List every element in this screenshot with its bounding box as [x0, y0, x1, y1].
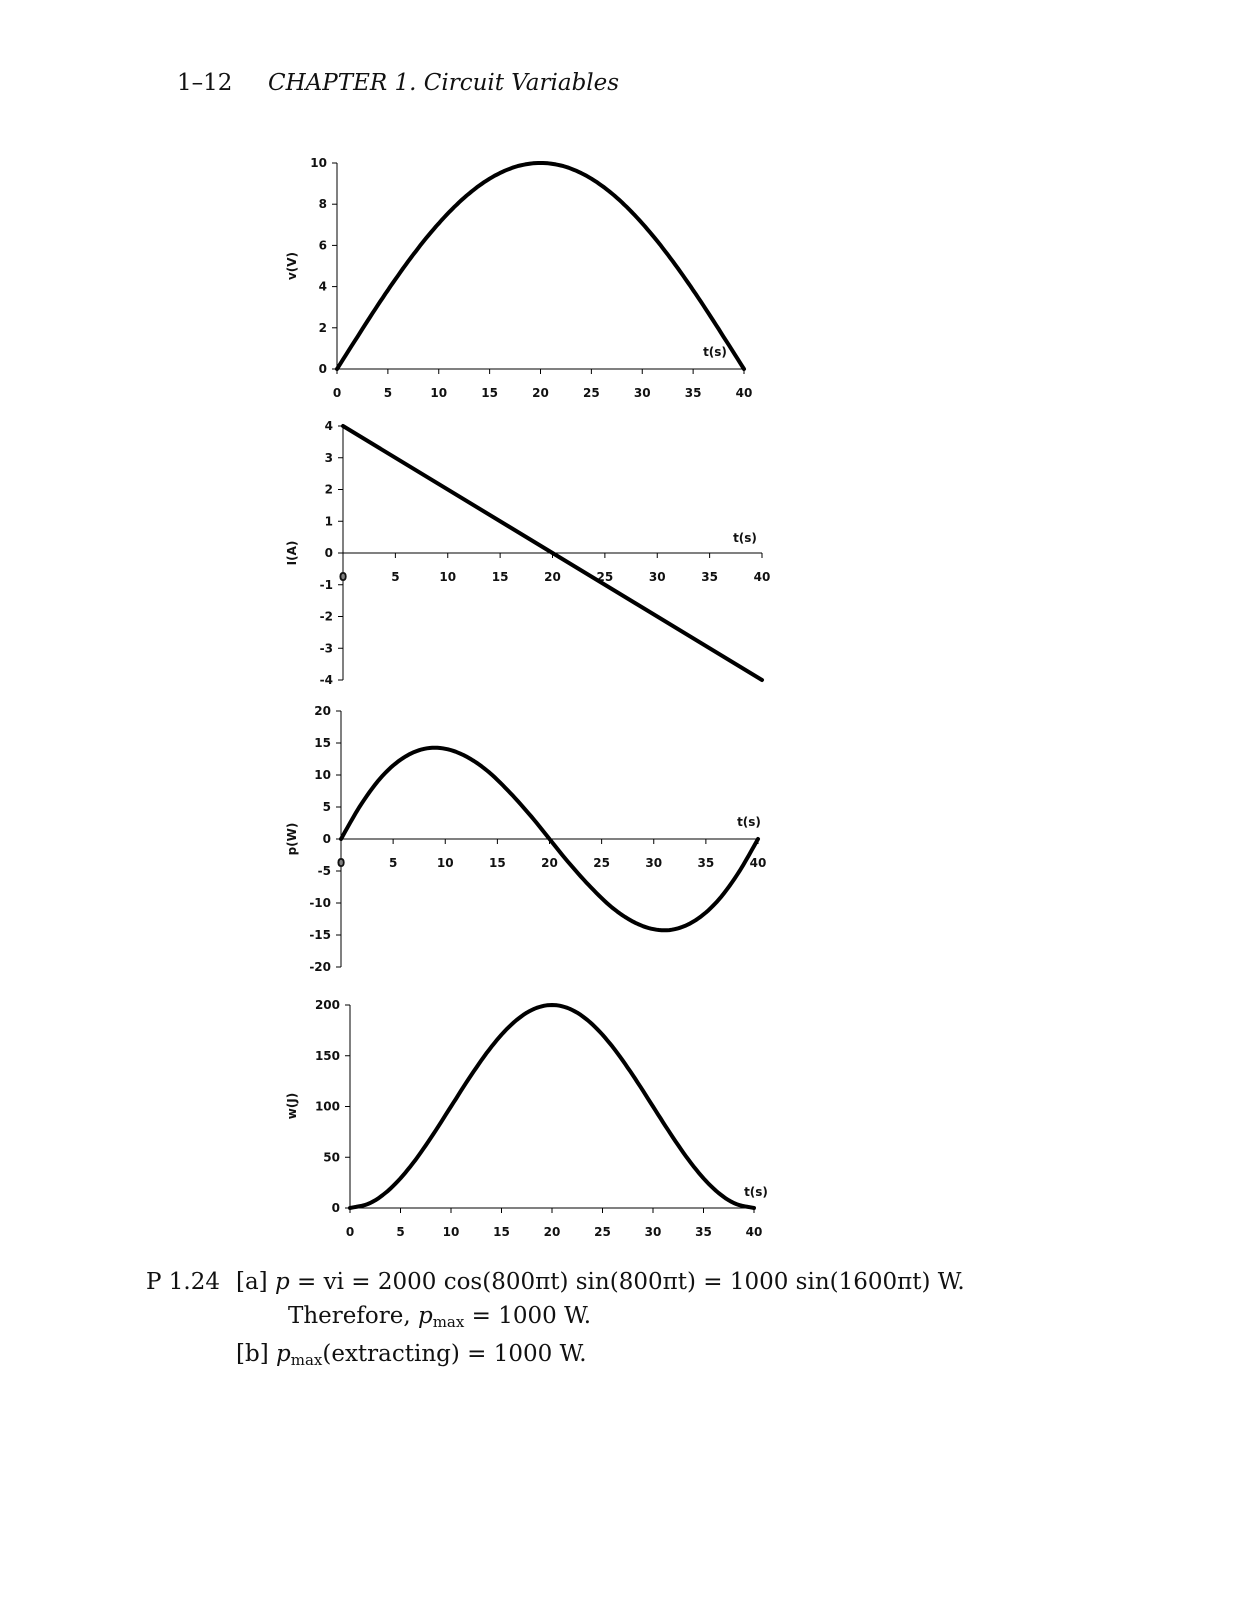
x-tick-label: 25: [583, 386, 600, 400]
x-tick-label: 10: [436, 856, 454, 870]
part-a-equation: = vi = 2000 cos(800πt) sin(800πt) = 1000 sin(1600πt) W.: [289, 1269, 965, 1295]
part-b-text: (extracting) = 1000 W.: [322, 1341, 587, 1367]
y-tick-label: 2: [324, 482, 333, 497]
part-b-line: [236, 1340, 587, 1374]
y-tick-label: -4: [319, 673, 333, 687]
x-tick-label: 20: [532, 386, 549, 400]
y-tick-label: 3: [324, 450, 333, 465]
x-tick-label: 35: [695, 1225, 712, 1239]
x-tick-label: 5: [391, 570, 400, 584]
y-tick-label: -15: [309, 928, 331, 942]
part-b-symbol: p: [275, 1341, 291, 1367]
x-tick-label: 40: [753, 570, 771, 584]
x-tick-label: 5: [383, 386, 393, 400]
y-tick-label: 6: [318, 238, 327, 253]
y-tick-label: 200: [314, 998, 340, 1012]
y-tick-label: 0: [331, 1201, 340, 1215]
part-a-eq-var: p: [274, 1269, 290, 1295]
y-axis-label: p(W): [285, 822, 299, 856]
x-axis-label: t(s): [703, 345, 727, 359]
y-tick-label: 50: [323, 1150, 340, 1165]
x-tick-label: 15: [491, 570, 509, 584]
x-tick-label: 5: [396, 1225, 405, 1239]
x-axis-label: t(s): [744, 1185, 768, 1199]
part-b-tag: [b]: [236, 1341, 269, 1367]
y-tick-label: 20: [314, 704, 331, 718]
y-tick-label: -2: [319, 609, 333, 624]
part-a-pmax-sub: max: [432, 1313, 465, 1331]
x-tick-label: 10: [439, 570, 457, 584]
y-tick-label: -1: [319, 577, 333, 592]
x-tick-label: 25: [593, 856, 610, 870]
y-tick-label: 10: [314, 768, 331, 782]
y-tick-label: 5: [322, 800, 331, 814]
y-tick-label: -20: [309, 960, 331, 974]
y-tick-label: -3: [319, 641, 333, 656]
part-a-pmax-value: = 1000 W.: [464, 1303, 592, 1329]
x-tick-label: 25: [596, 570, 614, 584]
x-tick-label: 0: [338, 570, 348, 584]
x-tick-label: 35: [701, 570, 718, 584]
x-tick-label: 30: [645, 856, 663, 870]
series-line: [350, 1005, 754, 1208]
y-axis-label: v(V): [285, 251, 299, 281]
part-a-pmax-symbol: p: [417, 1303, 433, 1329]
x-tick-label: 0: [332, 386, 342, 400]
x-tick-label: 15: [493, 1225, 510, 1239]
y-tick-label: 8: [318, 197, 327, 212]
x-tick-label: 20: [544, 570, 561, 584]
y-axis-label: w(J): [285, 1092, 299, 1120]
x-tick-label: 35: [684, 386, 702, 400]
x-axis-label: t(s): [733, 531, 757, 545]
part-a-line2: [288, 1302, 591, 1336]
part-a-therefore: Therefore,: [288, 1303, 418, 1329]
x-tick-label: 20: [541, 856, 558, 870]
x-tick-label: 15: [481, 386, 498, 400]
x-axis-label: t(s): [737, 815, 761, 829]
y-tick-label: 4: [318, 279, 327, 294]
part-b-sub: max: [290, 1351, 323, 1369]
y-tick-label: 2: [318, 320, 327, 335]
x-tick-label: 40: [745, 1225, 763, 1239]
part-a-line1: [236, 1268, 965, 1296]
x-tick-label: 15: [489, 856, 506, 870]
y-axis-label: I(A): [285, 540, 299, 566]
chapter-title: CHAPTER 1. Circuit Variables: [268, 70, 620, 96]
y-tick-label: 10: [310, 156, 327, 170]
x-tick-label: 10: [442, 1225, 460, 1239]
x-tick-label: 25: [594, 1225, 611, 1239]
y-tick-label: 100: [314, 1099, 340, 1114]
x-tick-label: 40: [735, 386, 753, 400]
page-number: 1–12: [177, 70, 233, 96]
y-tick-label: 4: [324, 419, 333, 433]
y-tick-label: 1: [324, 514, 333, 529]
x-tick-label: 30: [644, 1225, 662, 1239]
y-tick-label: -10: [309, 896, 331, 910]
x-tick-label: 40: [749, 856, 767, 870]
x-tick-label: 0: [345, 1225, 355, 1239]
x-tick-label: 20: [543, 1225, 561, 1239]
y-tick-label: -5: [317, 864, 331, 878]
y-tick-label: 150: [314, 1048, 340, 1063]
x-tick-label: 30: [648, 570, 666, 584]
y-tick-label: 0: [324, 546, 333, 560]
x-tick-label: 35: [697, 856, 715, 870]
part-a-tag: [a]: [236, 1269, 268, 1295]
x-tick-label: 0: [336, 856, 346, 870]
series-line: [337, 163, 744, 369]
x-tick-label: 30: [633, 386, 651, 400]
y-tick-label: 0: [322, 832, 331, 846]
x-tick-label: 10: [430, 386, 448, 400]
x-tick-label: 5: [388, 856, 398, 870]
y-tick-label: 15: [314, 736, 331, 750]
problem-label: P 1.24: [146, 1269, 220, 1295]
y-tick-label: 0: [318, 362, 327, 376]
